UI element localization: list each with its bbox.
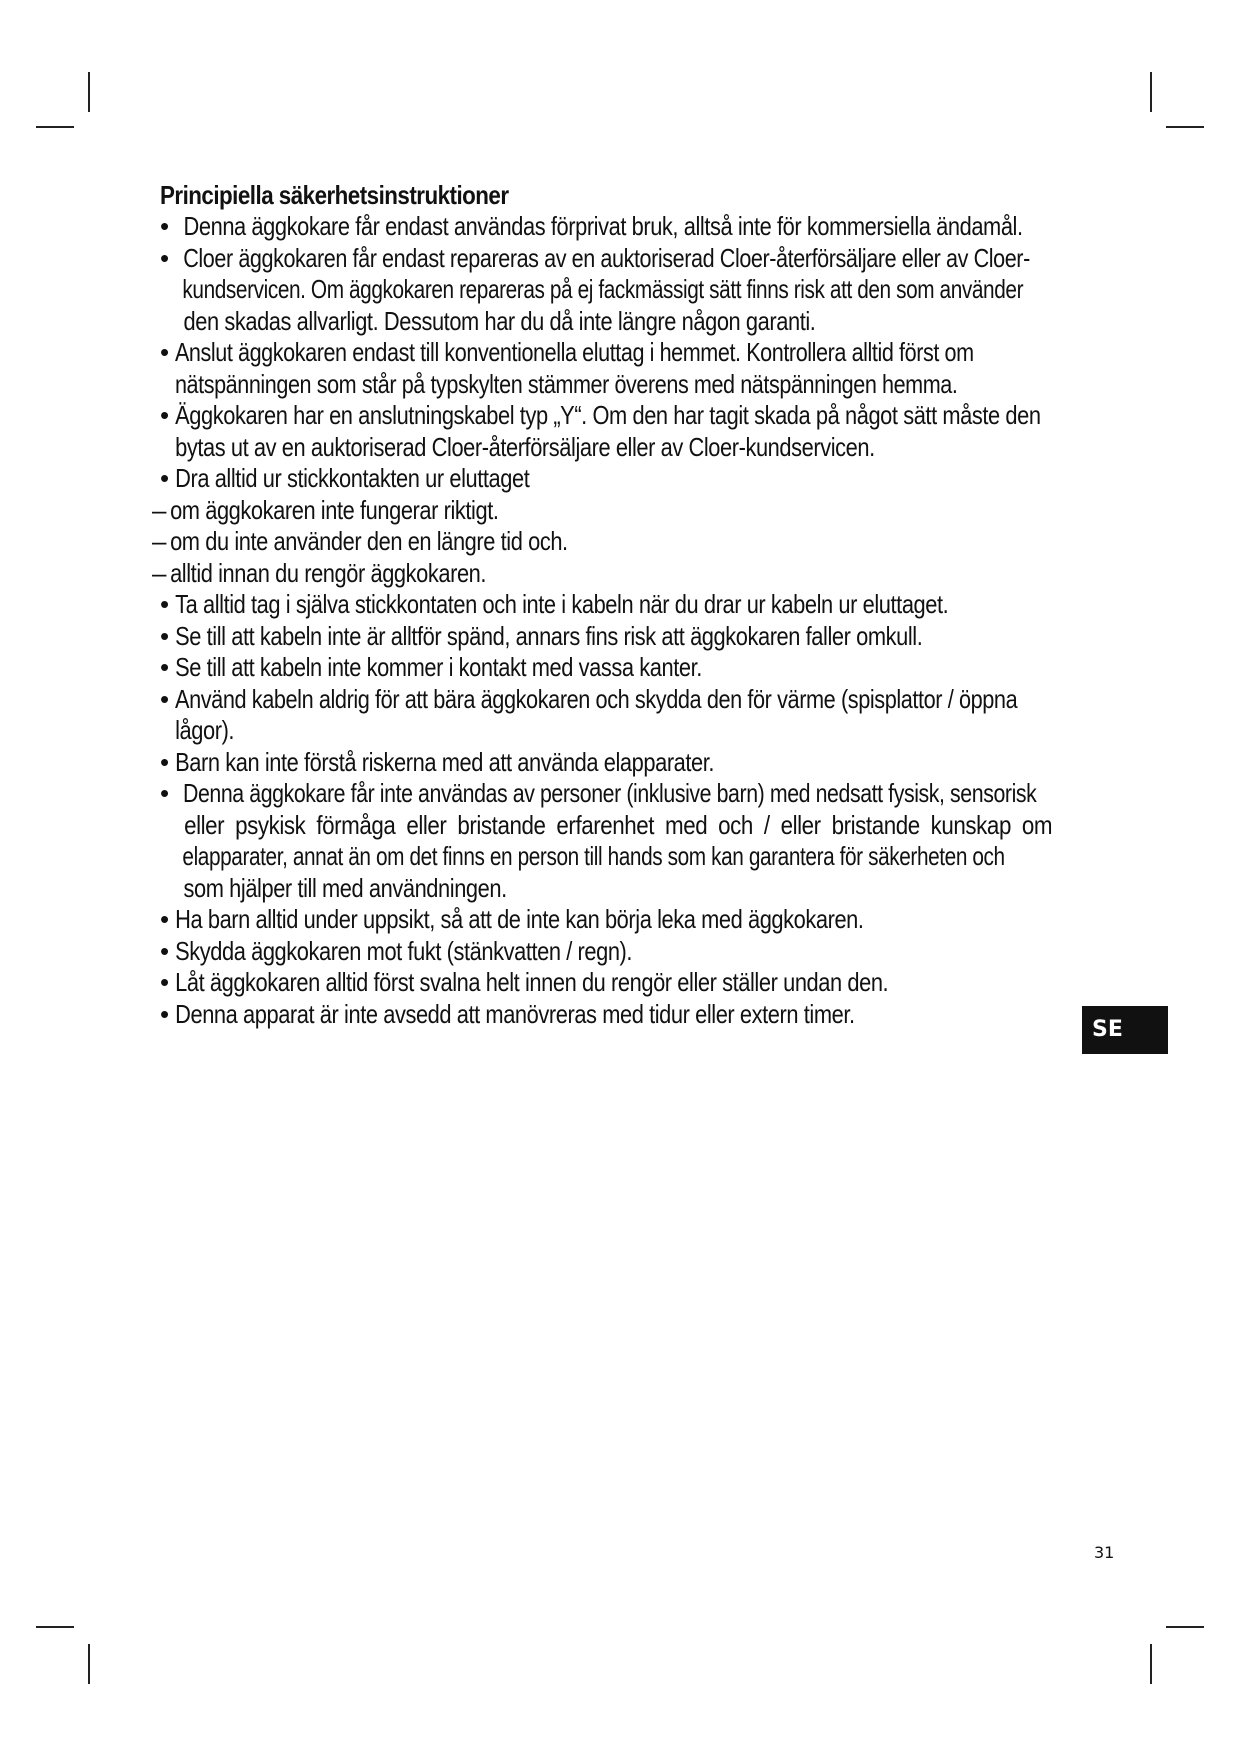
list-item-line: Dra alltid ur stickkontakten ur eluttaget <box>175 463 530 493</box>
list-item <box>160 747 1090 779</box>
list-item <box>160 778 1090 904</box>
page-number: 31 <box>1094 1543 1115 1562</box>
dash-icon: – <box>152 557 166 588</box>
bullet-icon: • <box>160 211 169 241</box>
list-item <box>160 400 1090 463</box>
list-item <box>160 684 1090 747</box>
list-item-line: eller psykisk förmåga eller bristande erfarenhet med och / eller bristande kunskap om <box>184 809 1053 840</box>
list-item <box>160 904 1090 936</box>
list-item-line: Cloer äggkokaren får endast repareras av en auktoriserad Cloer-återförsäljare eller av Cloer- <box>183 242 1030 273</box>
list-item <box>160 243 1090 338</box>
dash-icon: – <box>152 494 166 525</box>
list-item <box>152 494 1090 527</box>
list-item-line: Äggkokaren har en anslutningskabel typ „Y“. Om den har tagit skada på något sätt måste den <box>175 400 1041 430</box>
list-item-line: Se till att kabeln inte kommer i kontakt med vassa kanter. <box>175 652 702 682</box>
crop-mark-bottom-right-horizontal <box>1166 1626 1204 1628</box>
list-item <box>160 652 1090 684</box>
bullet-icon: • <box>160 620 169 651</box>
crop-mark-top-left-vertical <box>88 72 90 112</box>
list-item-line: som hjälper till med användningen. <box>183 872 507 903</box>
list-item-line: om äggkokaren inte fungerar riktigt. <box>170 494 499 525</box>
list-item <box>160 589 1090 621</box>
list-item-line: kundservicen. Om äggkokaren repareras på ej fackmässigt sätt finns risk att den som använder <box>182 274 1024 304</box>
bullet-icon: • <box>160 778 169 808</box>
list-item <box>160 211 1090 243</box>
dash-icon: – <box>152 526 166 556</box>
list-item <box>160 337 1090 400</box>
crop-mark-top-right-horizontal <box>1166 126 1204 128</box>
list-item-line: Denna äggkokare får inte användas av personer (inklusive barn) med nedsatt fysisk, sensorisk <box>182 778 1037 808</box>
list-item-line: Anslut äggkokaren endast till konventionella eluttag i hemmet. Kontrollera alltid först om <box>174 337 974 367</box>
list-item-line: alltid innan du rengör äggkokaren. <box>170 557 487 588</box>
safety-instructions-section <box>152 178 1090 1030</box>
list-item <box>160 999 1090 1031</box>
list-item-line: Använd kabeln aldrig för att bära äggkokaren och skydda den för värme (spisplattor / öppna <box>175 683 1018 714</box>
list-item-line: om du inte använder den en längre tid och. <box>170 526 568 556</box>
bullet-icon: • <box>160 589 169 619</box>
list-item <box>160 936 1090 968</box>
bullet-icon: • <box>160 337 169 367</box>
list-item <box>152 526 1090 558</box>
list-item-line: Denna apparat är inte avsedd att manövreras med tidur eller extern timer. <box>175 998 855 1029</box>
list-item <box>160 967 1090 999</box>
list-item <box>160 621 1090 653</box>
list-item <box>160 463 1090 495</box>
list-item <box>152 557 1090 590</box>
section-heading: Principiella säkerhetsinstruktioner <box>160 180 509 210</box>
list-item-line: Ha barn alltid under uppsikt, så att de inte kan börja leka med äggkokaren. <box>175 904 864 934</box>
list-item-line: bytas ut av en auktoriserad Cloer-återförsäljare eller av Cloer-kundservicen. <box>175 431 875 462</box>
language-badge: SE <box>1082 1006 1168 1054</box>
list-item-line: Barn kan inte förstå riskerna med att använda elapparater. <box>175 746 715 777</box>
list-item-line: Ta alltid tag i själva stickkontaten och inte i kabeln när du drar ur kabeln ur eluttaget. <box>175 589 949 619</box>
instructions-list <box>152 211 1090 1030</box>
bullet-icon: • <box>160 746 169 777</box>
bullet-icon: • <box>160 967 169 997</box>
list-item-line: Låt äggkokaren alltid först svalna helt innen du rengör eller ställer undan den. <box>175 967 889 997</box>
list-item-line: nätspänningen som står på typskylten stämmer överens med nätspänningen hemma. <box>174 368 958 399</box>
bullet-icon: • <box>160 242 169 273</box>
list-item-line: Denna äggkokare får endast användas förprivat bruk, alltså inte för kommersiella ändamål. <box>183 211 1023 241</box>
list-item-line: elapparater, annat än om det finns en person till hands som kan garantera för säkerheten och <box>182 841 1005 871</box>
bullet-icon: • <box>160 935 169 966</box>
bullet-icon: • <box>160 998 169 1029</box>
list-item-line: Skydda äggkokaren mot fukt (stänkvatten / regn). <box>175 935 633 966</box>
crop-mark-top-right-vertical <box>1150 72 1152 112</box>
crop-mark-bottom-left-horizontal <box>36 1626 74 1628</box>
list-item-line: den skadas allvarligt. Dessutom har du då inte längre någon garanti. <box>183 305 816 336</box>
bullet-icon: • <box>160 652 169 682</box>
crop-mark-bottom-left-vertical <box>88 1644 90 1684</box>
crop-mark-top-left-horizontal <box>36 126 74 128</box>
crop-mark-bottom-right-vertical <box>1150 1644 1152 1684</box>
bullet-icon: • <box>160 400 169 430</box>
bullet-icon: • <box>160 904 169 934</box>
bullet-icon: • <box>160 463 169 493</box>
list-item-line: Se till att kabeln inte är alltför spänd, annars fins risk att äggkokaren faller omkull. <box>175 620 923 651</box>
list-item-line: lågor). <box>175 715 235 745</box>
bullet-icon: • <box>160 683 169 714</box>
